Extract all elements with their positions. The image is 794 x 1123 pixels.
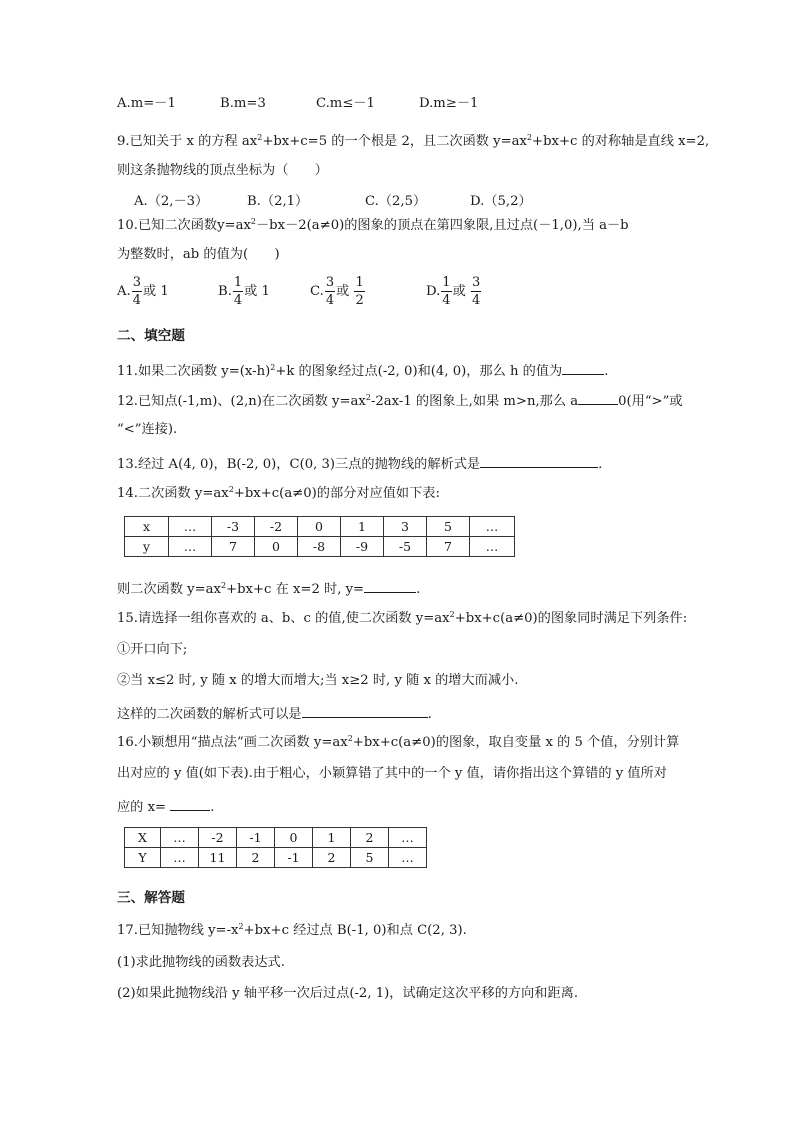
q10-line-1: 10.已知二次函数$y=ax^2-bx-2(a\ne 0)$的图象的顶点在第四象限,且过点(－1,0),当 a－b [117, 217, 629, 233]
q17-part-2: (2)如果此抛物线沿 y 轴平移一次后过点(-2, 1)，试确定这次平移的方向和距离. [117, 986, 579, 1001]
q15-line-1: 15.请选择一组你喜欢的 a、b、c 的值,使二次函数 $y=ax^2+bx+c(a\ne 0)$的图象同时满足下列条件: [117, 610, 688, 626]
q9-choice-d: D.（5,2） [470, 194, 532, 209]
table-row [125, 517, 515, 537]
q14-answer-blank[interactable] [364, 580, 416, 593]
table-cell: -5 [384, 537, 427, 557]
q15-answer-blank[interactable] [302, 705, 428, 718]
table-cell: 7 [212, 537, 255, 557]
table-cell: … [389, 848, 427, 868]
table-cell: Y [125, 848, 161, 868]
table-cell: y [125, 537, 169, 557]
table-cell: 1 [313, 828, 351, 848]
q12-line-2: “<”连接). [117, 422, 178, 437]
table-cell: 5 [351, 848, 389, 868]
q17-part-1: (1)求此抛物线的函数表达式. [117, 955, 285, 970]
table-cell: 0 [298, 517, 341, 537]
q16-line-2: 出对应的 y 值(如下表).由于粗心，小颖算错了其中的一个 y 值，请你指出这个算错的 y 值所对 [117, 766, 667, 781]
table-cell: -1 [237, 828, 275, 848]
q11-line: 11.如果二次函数 $y=(x-h)^2+k$ 的图象经过点(-2, 0)和(4, 0)，那么 h 的值为 . [117, 363, 609, 379]
table-cell: 0 [255, 537, 298, 557]
q13-line: 13.经过 A(4, 0)，B(-2, 0)，C(0, 3)三点的抛物线的解析式是 . [117, 457, 603, 472]
q10-choice-d: D. $\frac{1}{4}$ 或 $\frac{3}{4}$ [426, 275, 481, 308]
q8-choice-d: D.m≥－1 [419, 96, 479, 111]
q15-line-4: 这样的二次函数的解析式可以是 . [117, 707, 432, 722]
table-cell: … [169, 517, 212, 537]
q10-choice-a: A. $\frac{3}{4}$ 或 1 [117, 275, 169, 308]
table-cell: 2 [237, 848, 275, 868]
q9-choice-b: B.（2,1） [247, 194, 309, 209]
table-cell: x [125, 517, 169, 537]
table-row [125, 537, 515, 557]
table-cell: 1 [341, 517, 384, 537]
table-cell: -2 [255, 517, 298, 537]
table-cell: 7 [427, 537, 470, 557]
section-3-title: 三、解答题 [117, 890, 185, 906]
q17-line-1: 17.已知抛物线 $y=-x^2+bx+c$ 经过点 B(-1, 0)和点 C(2, 3). [117, 922, 467, 938]
table-cell: -8 [298, 537, 341, 557]
q10-choice-b: B. $\frac{1}{4}$ 或 1 [218, 275, 270, 308]
table-cell: -1 [275, 848, 313, 868]
table-row [125, 828, 427, 848]
q16-line-3: 应的 x= . [117, 800, 215, 815]
table-cell: 11 [199, 848, 237, 868]
table-cell: -2 [199, 828, 237, 848]
q11-answer-blank[interactable] [562, 362, 604, 375]
q8-choice-c: C.m≤－1 [316, 96, 375, 111]
q13-answer-blank[interactable] [480, 455, 598, 468]
table-cell: X [125, 828, 161, 848]
q8-choice-a: A.m=－1 [117, 96, 176, 111]
q14-line: 14.二次函数 $y=ax^2+bx+c(a\ne 0)$的部分对应值如下表: [117, 485, 440, 501]
table-row [125, 848, 427, 868]
q8-choice-b: B.m=3 [220, 96, 266, 111]
table-cell: 0 [275, 828, 313, 848]
table-cell: 2 [351, 828, 389, 848]
table-cell: -9 [341, 537, 384, 557]
table-cell: 3 [384, 517, 427, 537]
table-cell: … [389, 828, 427, 848]
q12-line-1: 12.已知点(-1,m)、(2,n)在二次函数 $y=ax^2-2ax-1$ 的图象上,如果 m>n,那么 a 0(用“>”或 [117, 393, 683, 409]
table-cell: … [470, 537, 515, 557]
q16-answer-blank[interactable] [170, 798, 210, 811]
q15-condition-2: ②当 x≤2 时, y 随 x 的增大而增大;当 x≥2 时, y 随 x 的增大而减小. [117, 673, 519, 688]
q9-choice-a: A.（2,－3） [134, 194, 209, 209]
q10-line-2: 为整数时，ab 的值为( ) [117, 247, 280, 262]
q16-line-1: 16.小颖想用“描点法”画二次函数 $y=ax^2+bx+c(a\ne 0)$的图象，取自变量 x 的 5 个值，分别计算 [117, 734, 680, 750]
q9-line-1: 9.已知关于 x 的方程 $ax^2+bx+c=5$ 的一个根是 2，且二次函数 $y=ax^2+bx+c$ 的对称轴是直线 x=2, [117, 133, 710, 149]
q10-choice-c: C. $\frac{3}{4}$ 或 $\frac{1}{2}$ [310, 275, 364, 308]
table-cell: … [470, 517, 515, 537]
table-cell: … [161, 828, 199, 848]
table-cell: 2 [313, 848, 351, 868]
table-cell: -3 [212, 517, 255, 537]
q14-answer-line: 则二次函数 $y=ax^2+bx+c$ 在 x=2 时, y= . [117, 581, 421, 597]
q15-condition-1: ①开口向下; [117, 642, 188, 657]
q16-value-table [124, 827, 427, 868]
q9-choice-c: C.（2,5） [365, 194, 427, 209]
table-cell: … [161, 848, 199, 868]
table-cell: 5 [427, 517, 470, 537]
q12-answer-blank[interactable] [578, 392, 618, 405]
section-2-title: 二、填空题 [117, 328, 185, 344]
table-cell: … [169, 537, 212, 557]
q9-line-2: 则这条抛物线的顶点坐标为（ ） [117, 163, 328, 178]
q14-value-table [124, 516, 515, 557]
